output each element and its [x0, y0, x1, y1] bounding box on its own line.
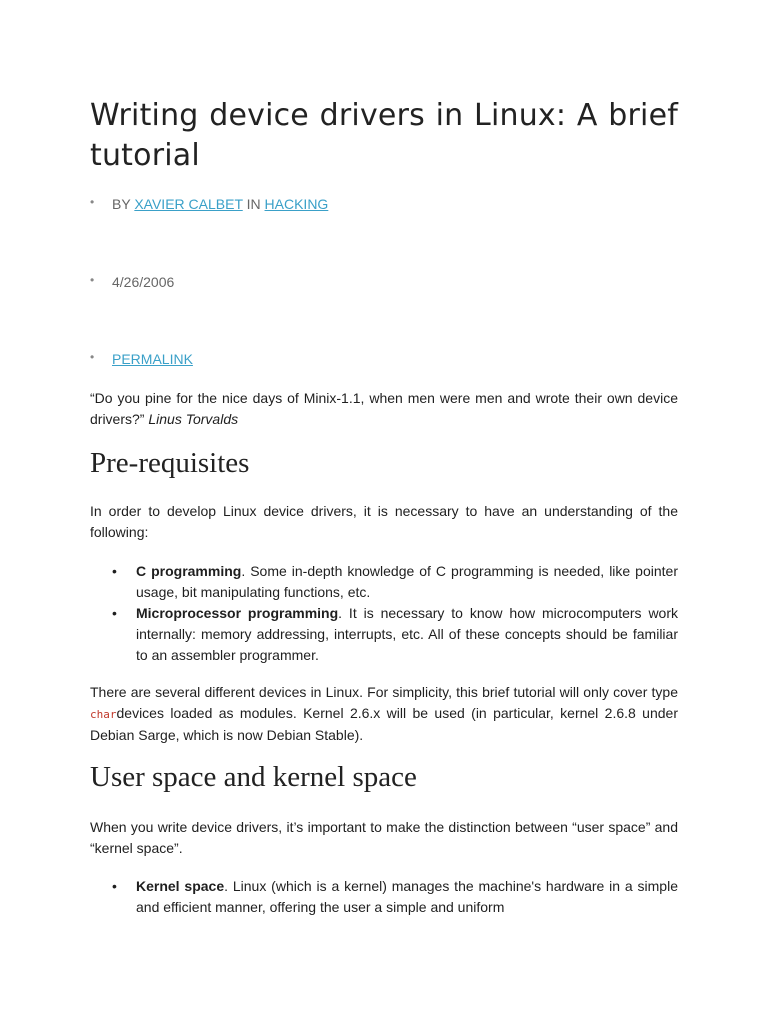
date-text: 4/26/2006	[112, 274, 175, 290]
userspace-heading: User space and kernel space	[90, 761, 417, 793]
permalink-link[interactable]: PERMALINK	[112, 351, 193, 367]
author-link[interactable]: XAVIER CALBET	[134, 196, 243, 212]
bullet: •	[112, 878, 117, 894]
prereq-list	[90, 561, 678, 666]
bullet: •	[90, 350, 95, 364]
prereq-heading: Pre-requisites	[90, 447, 250, 479]
quote-author: Linus Torvalds	[148, 411, 239, 427]
devices-paragraph	[90, 682, 678, 746]
category-link[interactable]: HACKING	[264, 196, 329, 212]
publish-date	[90, 273, 175, 290]
permalink-row	[90, 350, 193, 367]
byline	[90, 195, 329, 212]
in-label: IN	[246, 196, 261, 212]
list-item-text: . It is necessary to know how microcomputers work internally: memory addressing, interrupts, etc. All of these concepts should be familiar to an assembler programmer.	[136, 605, 678, 663]
bullet: •	[112, 605, 117, 621]
list-item	[90, 603, 678, 666]
list-item-term: C programming	[136, 563, 242, 579]
char-code: char	[90, 708, 117, 721]
prereq-intro: In order to develop Linux device drivers, it is necessary to have an understanding of the following:	[90, 503, 678, 540]
bullet: •	[112, 563, 117, 579]
userspace-list	[90, 876, 678, 918]
by-label: BY	[112, 196, 131, 212]
bullet: •	[90, 273, 95, 287]
devices-text-after: devices loaded as modules. Kernel 2.6.x will be used (in particular, kernel 2.6.8 under Debian Sarge, which is now Debian Stable).	[90, 705, 678, 743]
article-title: Writing device drivers in Linux: A brief tutorial	[90, 98, 678, 173]
list-item	[90, 876, 678, 918]
list-item-text: . Some in-depth knowledge of C programming is needed, like pointer usage, bit manipulating functions, etc.	[136, 563, 678, 600]
epigraph-quote	[90, 388, 678, 430]
list-item-term: Microprocessor programming	[136, 605, 339, 621]
devices-text-before: There are several different devices in Linux. For simplicity, this brief tutorial will only cover type	[90, 684, 678, 700]
list-item	[90, 561, 678, 603]
list-item-term: Kernel space	[136, 878, 225, 894]
quote-text: “Do you pine for the nice days of Minix-1.1, when men were men and wrote their own device drivers?”	[90, 390, 678, 427]
userspace-intro: When you write device drivers, it’s important to make the distinction between “user space” and “kernel space”.	[90, 819, 678, 856]
bullet: •	[90, 195, 95, 209]
list-item-text: . Linux (which is a kernel) manages the machine's hardware in a simple and efficient manner, offering the user a simple and uniform	[136, 878, 678, 915]
